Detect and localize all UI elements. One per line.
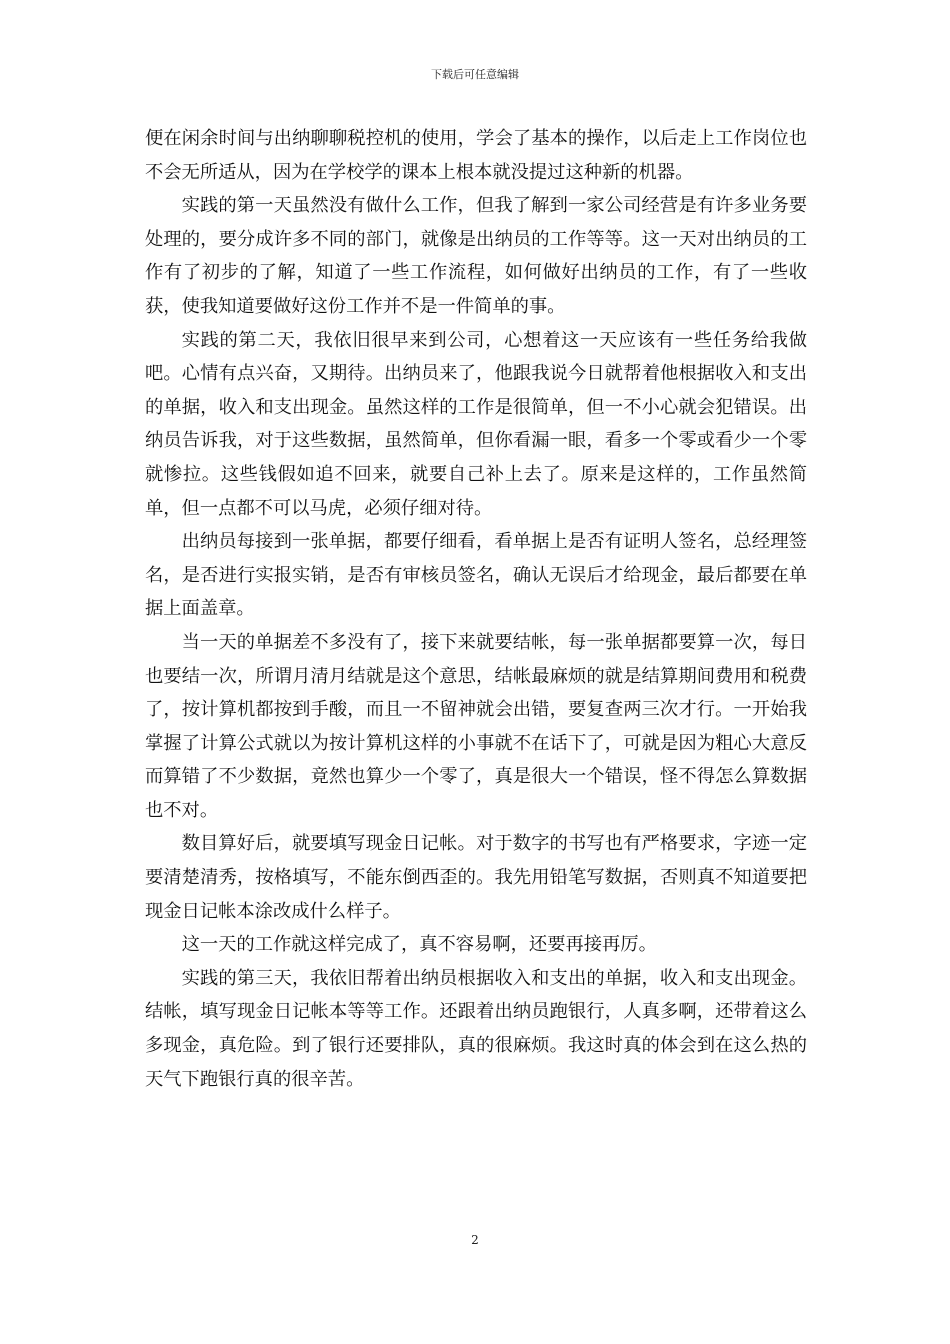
document-body <box>145 122 807 1096</box>
paragraph: 数目算好后，就要填写现金日记帐。对于数字的书写也有严格要求，字迹一定要清楚清秀，按格填写，不能东倒西歪的。我先用铅笔写数据，否则真不知道要把现金日记帐本涂改成什么样子。 <box>145 833 807 922</box>
page-number: 2 <box>471 1233 479 1247</box>
paragraph: 实践的第三天，我依旧帮着出纳员根据收入和支出的单据，收入和支出现金。结帐，填写现金日记帐本等等工作。还跟着出纳员跑银行，人真多啊，还带着这么多现金，真危险。到了银行还要排队，真的很麻烦。我这时真的体会到在这么热的天气下跑银行真的很辛苦。 <box>145 967 807 1090</box>
paragraph: 实践的第一天虽然没有做什么工作，但我了解到一家公司经营是有许多业务要处理的，要分成许多不同的部门，就像是出纳员的工作等等。这一天对出纳员的工作有了初步的了解，知道了一些工作流程，如何做好出纳员的工作，有了一些收获，使我知道要做好这份工作并不是一件简单的事。 <box>145 195 807 317</box>
paragraph: 实践的第二天，我依旧很早来到公司，心想着这一天应该有一些任务给我做吧。心情有点兴奋，又期待。出纳员来了，他跟我说今日就帮着他根据收入和支出的单据，收入和支出现金。虽然这样的工作是很简单，但一不小心就会犯错误。出纳员告诉我，对于这些数据，虽然简单，但你看漏一眼，看多一个零或看少一个零就惨拉。这些钱假如追不回来，就要自己补上去了。原来是这样的，工作虽然简单，但一点都不可以马虎，必须仔细对待。 <box>145 329 807 519</box>
paragraph: 当一天的单据差不多没有了，接下来就要结帐，每一张单据都要算一次，每日也要结一次，所谓月清月结就是这个意思，结帐最麻烦的就是结算期间费用和税费了，按计算机都按到手酸，而且一不留神就会出错，要复查两三次才行。一开始我掌握了计算公式就以为按计算机这样的小事就不在话下了，可就是因为粗心大意反而算错了不少数据，竟然也算少一个零了，真是很大一个错误，怪不得怎么算数据也不对。 <box>145 631 807 821</box>
paragraph: 这一天的工作就这样完成了，真不容易啊，还要再接再厉。 <box>181 934 657 956</box>
paragraph: 便在闲余时间与出纳聊聊税控机的使用，学会了基本的操作，以后走上工作岗位也不会无所适从，因为在学校学的课本上根本就没提过这种新的机器。 <box>145 128 807 183</box>
paragraph: 出纳员每接到一张单据，都要仔细看，看单据上是否有证明人签名，总经理签名，是否进行实报实销，是否有审核员签名，确认无误后才给现金，最后都要在单据上面盖章。 <box>145 531 807 620</box>
page-header: 下载后可任意编辑 <box>431 68 519 81</box>
